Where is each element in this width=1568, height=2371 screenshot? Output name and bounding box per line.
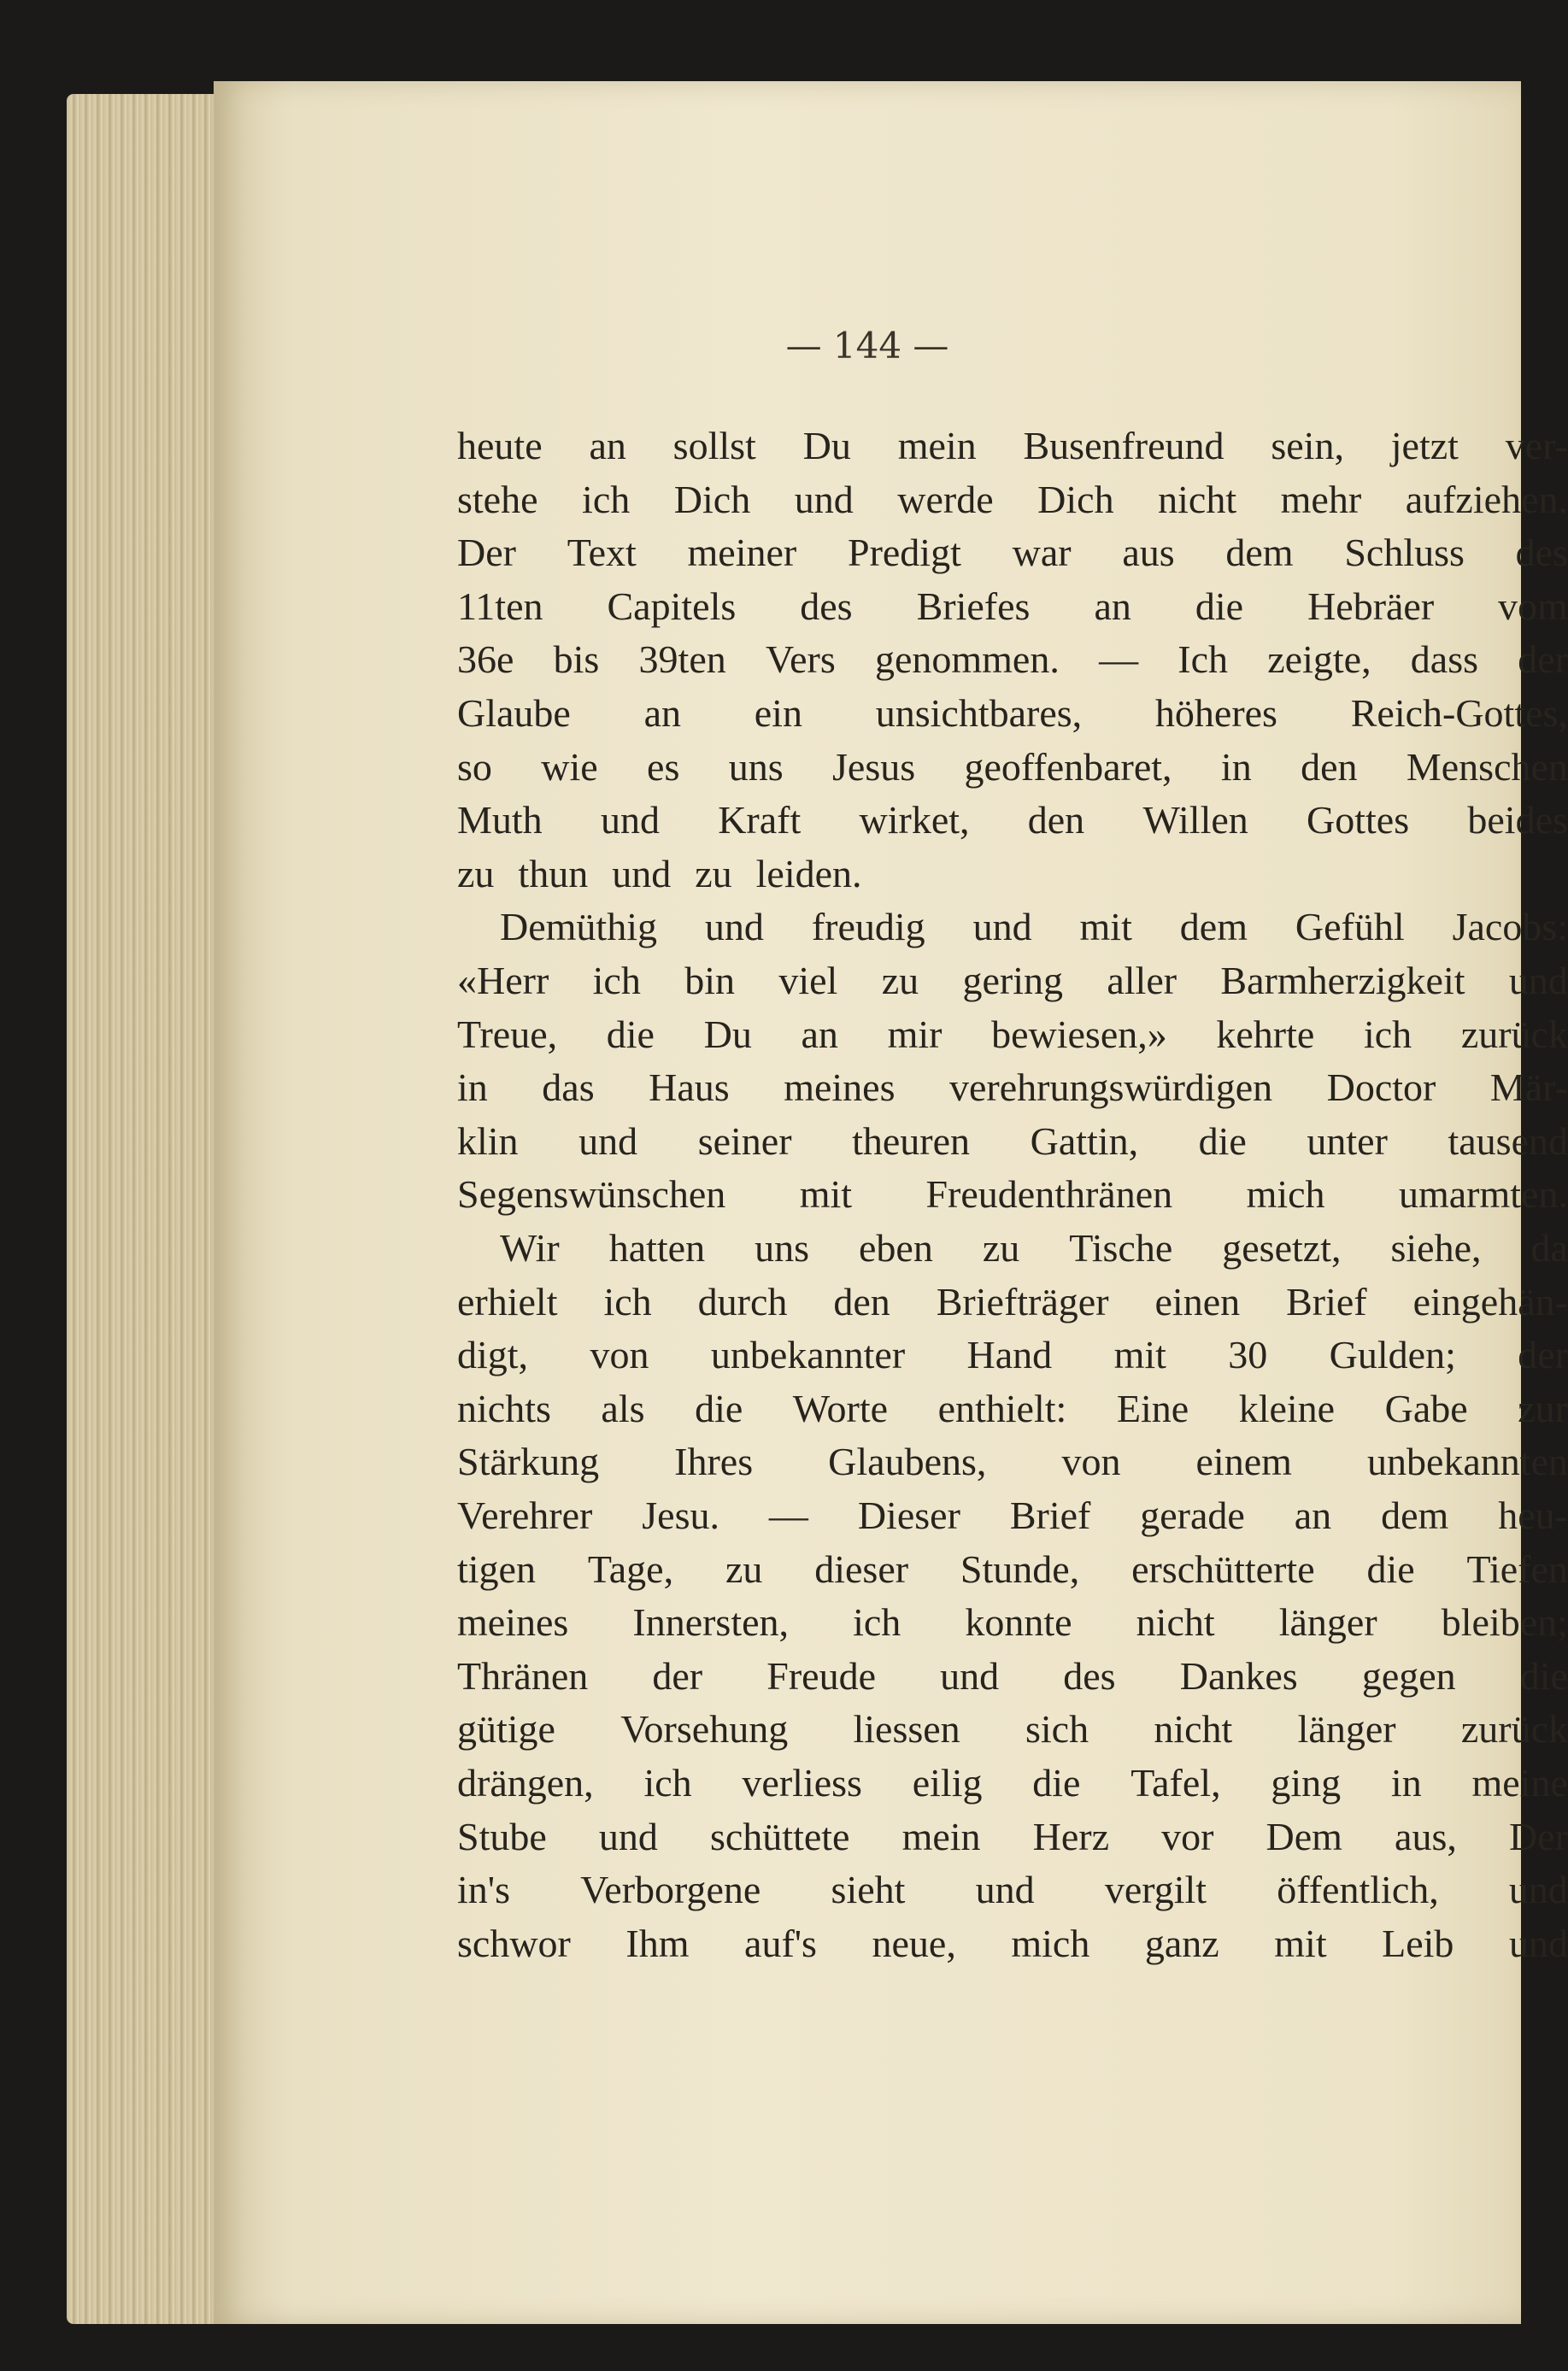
word: meiner bbox=[687, 531, 797, 575]
word: zurück bbox=[1460, 1012, 1568, 1056]
word: und bbox=[975, 1868, 1035, 1912]
text-line bbox=[457, 423, 1568, 468]
word: Vers bbox=[765, 637, 836, 682]
word: leiden. bbox=[755, 851, 862, 895]
text-line bbox=[457, 1332, 1568, 1377]
word: uns bbox=[755, 1226, 809, 1270]
text-line bbox=[457, 1814, 1568, 1859]
word: Du bbox=[703, 1012, 752, 1056]
text-line bbox=[457, 1065, 1568, 1110]
word: ich bbox=[603, 1279, 652, 1323]
word: mein bbox=[897, 424, 977, 467]
word: länger bbox=[1297, 1707, 1396, 1752]
word: zu bbox=[881, 959, 919, 1002]
word: an bbox=[1294, 1494, 1332, 1537]
word: der bbox=[1518, 1333, 1568, 1377]
word: eilig bbox=[912, 1761, 983, 1805]
word: stehe bbox=[457, 477, 538, 521]
word: sich bbox=[1025, 1707, 1089, 1752]
text-line bbox=[457, 584, 1568, 629]
text-line bbox=[457, 637, 1568, 682]
word: aus bbox=[1122, 531, 1175, 575]
word: in bbox=[1390, 1761, 1422, 1805]
word: neue, bbox=[872, 1921, 956, 1965]
word: die bbox=[1366, 1546, 1415, 1591]
word: vergilt bbox=[1104, 1868, 1207, 1912]
word: mit bbox=[1274, 1921, 1327, 1965]
word: bin bbox=[684, 959, 735, 1002]
text-line bbox=[457, 1546, 1568, 1592]
word: die bbox=[1519, 1653, 1568, 1698]
word: Dieser bbox=[857, 1494, 960, 1537]
word: war bbox=[1012, 531, 1072, 575]
word: zu bbox=[457, 851, 495, 895]
word: und bbox=[940, 1653, 1000, 1698]
word: geoffenbaret, bbox=[964, 744, 1172, 789]
text-line bbox=[457, 797, 1568, 842]
word: und bbox=[600, 798, 660, 842]
word: ich bbox=[853, 1600, 901, 1645]
word: nicht bbox=[1136, 1600, 1215, 1645]
text-line bbox=[457, 1386, 1568, 1431]
word: Freudenthränen bbox=[925, 1172, 1173, 1217]
word: an bbox=[1094, 584, 1131, 628]
word: so bbox=[457, 744, 492, 789]
word: unter bbox=[1307, 1118, 1388, 1163]
word: Wir bbox=[500, 1226, 560, 1270]
word: einen bbox=[1154, 1279, 1241, 1323]
word: kleine bbox=[1238, 1386, 1336, 1430]
word: hatten bbox=[608, 1226, 706, 1270]
word: Willen bbox=[1142, 798, 1248, 842]
word: ich bbox=[1363, 1012, 1412, 1056]
text-line bbox=[457, 1599, 1568, 1645]
word: aufziehen. bbox=[1405, 477, 1568, 521]
word: Brief bbox=[1286, 1279, 1367, 1323]
word: Tische bbox=[1069, 1226, 1173, 1270]
word: und bbox=[598, 1814, 658, 1858]
word: Eine bbox=[1116, 1386, 1189, 1430]
word: in bbox=[457, 1065, 488, 1110]
word: Demüthig bbox=[500, 905, 657, 949]
word: Worte bbox=[792, 1386, 889, 1430]
word: vor bbox=[1161, 1814, 1214, 1858]
word: den bbox=[1027, 798, 1085, 842]
word: bis bbox=[553, 637, 600, 682]
word: einem bbox=[1195, 1440, 1292, 1484]
text-line bbox=[457, 1118, 1568, 1164]
word: seiner bbox=[697, 1118, 792, 1163]
word: heute bbox=[457, 424, 543, 467]
word: «Herr bbox=[457, 959, 549, 1002]
word: mit bbox=[1113, 1333, 1166, 1377]
text-line bbox=[457, 1653, 1568, 1699]
word: sieht bbox=[831, 1868, 906, 1912]
word: Dankes bbox=[1179, 1653, 1298, 1698]
text-line bbox=[457, 1921, 1568, 1966]
word: an bbox=[801, 1012, 838, 1056]
word: Du bbox=[802, 424, 851, 467]
word: nicht bbox=[1154, 1707, 1233, 1752]
word: und bbox=[794, 477, 854, 521]
word: zu bbox=[695, 851, 732, 895]
word: mich bbox=[1246, 1172, 1325, 1217]
book-page bbox=[214, 81, 1568, 2324]
word: Jesus bbox=[832, 744, 916, 789]
text-line bbox=[500, 904, 1568, 949]
word: kehrte bbox=[1216, 1012, 1315, 1056]
word: die bbox=[695, 1386, 743, 1430]
word: mich bbox=[1011, 1921, 1090, 1965]
word: Stunde, bbox=[960, 1546, 1080, 1591]
word: Brief bbox=[1009, 1494, 1091, 1537]
word: eingehän- bbox=[1412, 1279, 1568, 1323]
text-line bbox=[457, 744, 1568, 789]
word: aus, bbox=[1395, 1814, 1457, 1858]
word: Thränen bbox=[457, 1653, 589, 1698]
word: Schluss bbox=[1344, 531, 1465, 575]
text-line bbox=[457, 1171, 1568, 1217]
word: des bbox=[1515, 531, 1568, 575]
word: genommen. bbox=[874, 637, 1060, 682]
word: zu bbox=[982, 1226, 1020, 1270]
word: 39ten bbox=[638, 637, 726, 682]
word: drängen, bbox=[457, 1761, 594, 1805]
word: in's bbox=[457, 1868, 510, 1912]
word: Haus bbox=[649, 1065, 730, 1110]
word: Gabe bbox=[1384, 1386, 1468, 1430]
word: den bbox=[833, 1279, 890, 1323]
word: Gattin, bbox=[1030, 1118, 1139, 1163]
word: enthielt: bbox=[937, 1386, 1067, 1430]
word: Briefes bbox=[916, 584, 1031, 628]
word: aller bbox=[1107, 959, 1177, 1002]
word: umarmten. bbox=[1398, 1172, 1568, 1217]
word: und bbox=[612, 851, 672, 895]
word: Gottes bbox=[1307, 798, 1410, 842]
word: schüttete bbox=[709, 1814, 850, 1858]
word: da bbox=[1530, 1226, 1568, 1270]
word: und bbox=[1508, 1868, 1568, 1912]
word: dem bbox=[1179, 905, 1248, 949]
word: zu bbox=[725, 1546, 763, 1591]
word: bleiben; bbox=[1441, 1600, 1568, 1645]
word: Der bbox=[1508, 1814, 1568, 1858]
word: nichts bbox=[457, 1386, 551, 1430]
word: und bbox=[1508, 959, 1568, 1002]
word: Verborgene bbox=[580, 1868, 761, 1912]
text-line bbox=[457, 1760, 1568, 1805]
word: die bbox=[1032, 1761, 1081, 1805]
word: — bbox=[1099, 637, 1139, 682]
word: Ihres bbox=[674, 1440, 754, 1484]
word: tigen bbox=[457, 1546, 536, 1591]
word: Gefühl bbox=[1295, 905, 1405, 949]
word: liessen bbox=[853, 1707, 960, 1752]
word: verehrungswürdigen bbox=[949, 1065, 1273, 1110]
word: das bbox=[542, 1065, 595, 1110]
word: Der bbox=[457, 531, 516, 575]
word: digt, bbox=[457, 1333, 529, 1377]
word: 11ten bbox=[457, 584, 543, 628]
word: Freude bbox=[766, 1653, 877, 1698]
word: ging bbox=[1271, 1761, 1342, 1805]
text-line bbox=[500, 1225, 1568, 1271]
word: ein bbox=[754, 691, 802, 735]
word: eben bbox=[859, 1226, 933, 1270]
word: ich bbox=[643, 1761, 692, 1805]
word: jetzt bbox=[1390, 424, 1459, 467]
word: von bbox=[1061, 1440, 1121, 1484]
word: Stube bbox=[457, 1814, 547, 1858]
word: Briefträger bbox=[936, 1279, 1109, 1323]
word: unbekannter bbox=[710, 1333, 906, 1377]
word: Glaubens, bbox=[828, 1440, 987, 1484]
word: theuren bbox=[852, 1118, 971, 1163]
word: vom bbox=[1498, 584, 1568, 628]
text-line bbox=[457, 1493, 1568, 1538]
word: konnte bbox=[965, 1600, 1072, 1645]
word: dieser bbox=[814, 1546, 909, 1591]
word: in bbox=[1220, 744, 1252, 789]
word: dass bbox=[1410, 637, 1479, 682]
text-line bbox=[457, 1012, 1568, 1057]
word: freudig bbox=[811, 905, 925, 949]
word: uns bbox=[728, 744, 784, 789]
word: zeigte, bbox=[1267, 637, 1371, 682]
word: mein bbox=[901, 1814, 981, 1858]
word: siehe, bbox=[1390, 1226, 1482, 1270]
text-line bbox=[457, 958, 1568, 1003]
word: Herz bbox=[1032, 1814, 1110, 1858]
word: Treue, bbox=[457, 1012, 558, 1056]
word: Hebräer bbox=[1307, 584, 1435, 628]
word: den bbox=[1301, 744, 1358, 789]
word: Dich bbox=[673, 477, 751, 521]
word: meines bbox=[457, 1600, 569, 1645]
word: an bbox=[589, 424, 626, 467]
word: und bbox=[578, 1118, 638, 1163]
word: mir bbox=[887, 1012, 943, 1056]
word: Dich bbox=[1037, 477, 1114, 521]
word: der bbox=[1518, 637, 1568, 682]
word: heu- bbox=[1498, 1494, 1568, 1537]
word: thun bbox=[518, 851, 589, 895]
word: ich bbox=[582, 477, 631, 521]
word: Hand bbox=[966, 1333, 1053, 1377]
word: viel bbox=[778, 959, 838, 1002]
word: von bbox=[590, 1333, 649, 1377]
word: länger bbox=[1278, 1600, 1377, 1645]
word: des bbox=[1063, 1653, 1116, 1698]
word: gering bbox=[962, 959, 1063, 1002]
word: zurück bbox=[1460, 1707, 1568, 1752]
word: der bbox=[652, 1653, 703, 1698]
word: zur bbox=[1518, 1386, 1568, 1430]
word: Tiefen bbox=[1466, 1546, 1568, 1591]
word: wirket, bbox=[859, 798, 970, 842]
text-line bbox=[457, 690, 1568, 736]
word: klin bbox=[457, 1118, 519, 1163]
word: Ich bbox=[1177, 637, 1229, 682]
word: Stärkung bbox=[457, 1440, 600, 1484]
word: Verehrer bbox=[457, 1494, 593, 1537]
word: werde bbox=[897, 477, 994, 521]
word: Tafel, bbox=[1130, 1761, 1221, 1805]
word: ver- bbox=[1505, 424, 1568, 467]
word: und bbox=[704, 905, 764, 949]
word: Kraft bbox=[718, 798, 802, 842]
word: Capitels bbox=[607, 584, 737, 628]
word: 36e bbox=[457, 637, 514, 682]
word: Dem bbox=[1266, 1814, 1342, 1858]
word: ich bbox=[592, 959, 641, 1002]
word: schwor bbox=[457, 1921, 571, 1965]
word: Doctor bbox=[1326, 1065, 1436, 1110]
word: Reich-Gottes, bbox=[1350, 691, 1568, 735]
word: ganz bbox=[1144, 1921, 1219, 1965]
word: mehr bbox=[1280, 477, 1362, 521]
word: als bbox=[601, 1386, 645, 1430]
word: unbekannten bbox=[1366, 1440, 1568, 1484]
text-line bbox=[457, 1279, 1568, 1324]
word: erhielt bbox=[457, 1279, 558, 1323]
word: mit bbox=[799, 1172, 853, 1217]
word: meine bbox=[1471, 1761, 1568, 1805]
word: Barmherzigkeit bbox=[1220, 959, 1465, 1002]
word: beides bbox=[1467, 798, 1568, 842]
word: die bbox=[1195, 584, 1244, 628]
word: Muth bbox=[457, 798, 543, 842]
word: gesetzt, bbox=[1222, 1226, 1342, 1270]
word: unsichtbares, bbox=[875, 691, 1083, 735]
word: Glaube bbox=[457, 691, 571, 735]
word: Gulden; bbox=[1329, 1333, 1456, 1377]
word: Ihm bbox=[625, 1921, 690, 1965]
word: dem bbox=[1381, 1494, 1449, 1537]
word: Menschen bbox=[1406, 744, 1568, 789]
word: bewiesen,» bbox=[991, 1012, 1167, 1056]
text-line bbox=[457, 530, 1568, 575]
word: Busenfreund bbox=[1023, 424, 1224, 467]
word: sein, bbox=[1271, 424, 1344, 467]
word: an bbox=[643, 691, 682, 735]
word: sollst bbox=[672, 424, 756, 467]
word: mit bbox=[1079, 905, 1132, 949]
word: gegen bbox=[1361, 1653, 1456, 1698]
word: gerade bbox=[1140, 1494, 1245, 1537]
word: nicht bbox=[1158, 477, 1237, 521]
text-line bbox=[457, 851, 1568, 896]
word: wie bbox=[541, 744, 598, 789]
word: Jacobs: bbox=[1452, 905, 1568, 949]
word: die bbox=[1198, 1118, 1247, 1163]
word: Jesu. bbox=[642, 1494, 719, 1537]
word: gütige bbox=[457, 1707, 555, 1752]
word: verliess bbox=[742, 1761, 862, 1805]
text-line bbox=[457, 1706, 1568, 1752]
word: durch bbox=[697, 1279, 788, 1323]
text-line bbox=[457, 1439, 1568, 1484]
word: Vorsehung bbox=[620, 1707, 789, 1752]
word: höheres bbox=[1154, 691, 1277, 735]
word: und bbox=[972, 905, 1032, 949]
text-line bbox=[457, 1867, 1568, 1912]
word: des bbox=[800, 584, 853, 628]
word: dem bbox=[1225, 531, 1294, 575]
word: Mär- bbox=[1489, 1065, 1568, 1110]
word: es bbox=[647, 744, 680, 789]
word: Segenswünschen bbox=[457, 1172, 726, 1217]
word: 30 bbox=[1228, 1333, 1268, 1377]
word: erschütterte bbox=[1131, 1546, 1315, 1591]
word: Predigt bbox=[847, 531, 961, 575]
word: Text bbox=[567, 531, 637, 575]
word: auf's bbox=[744, 1921, 817, 1965]
page-number: — 144 — bbox=[785, 325, 949, 367]
word: — bbox=[768, 1494, 808, 1537]
word: meines bbox=[784, 1065, 896, 1110]
word: Tage, bbox=[587, 1546, 674, 1591]
word: Leib bbox=[1382, 1921, 1454, 1965]
word: Innersten, bbox=[632, 1600, 790, 1645]
text-line bbox=[457, 477, 1568, 522]
word: öffentlich, bbox=[1277, 1868, 1439, 1912]
word: und bbox=[1508, 1921, 1568, 1965]
word: die bbox=[606, 1012, 655, 1056]
word: tausend bbox=[1448, 1118, 1568, 1163]
